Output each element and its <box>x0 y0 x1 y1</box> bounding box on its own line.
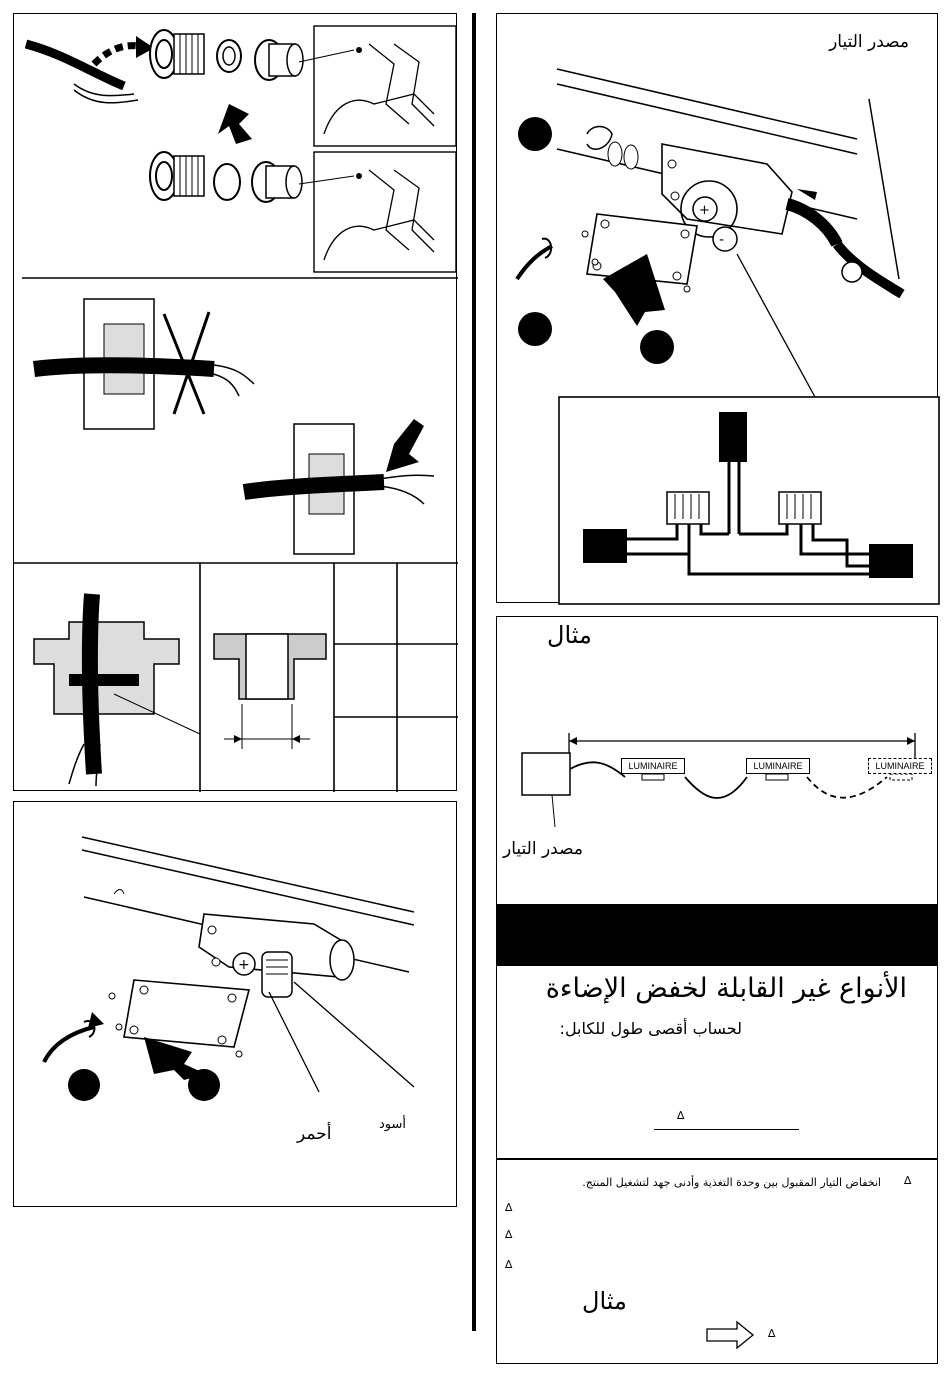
column-divider <box>472 13 476 1331</box>
delta-symbol-note: ∆ <box>904 1174 912 1187</box>
connector-wiring-panel <box>13 801 457 1207</box>
non-dimmable-title: الأنواع غير القابلة لخفض الإضاءة <box>545 973 907 1004</box>
minus-sign-top: - <box>719 232 725 248</box>
example-heading: مثال <box>547 621 592 649</box>
cable-gland-assembly-panel <box>13 13 457 791</box>
black-label: أسود <box>379 1117 407 1132</box>
cable-length-panel <box>496 616 938 1364</box>
delta-symbol-2: ∆ <box>505 1228 513 1241</box>
delta-symbol-formula: ∆ <box>677 1109 685 1122</box>
cable-length-text: لحساب أقصى طول للكابل: <box>559 1019 742 1038</box>
connector-illustration <box>14 802 458 1208</box>
power-source-label-example: مصدر التيار <box>503 839 583 859</box>
gland-illustrations <box>14 14 458 792</box>
luminaire-1: LUMINAIRE <box>621 758 685 774</box>
power-source-label-top: مصدر التيار <box>829 32 909 52</box>
delta-symbol-1: ∆ <box>505 1201 513 1214</box>
red-label: أحمر <box>297 1124 332 1144</box>
delta-symbol-3: ∆ <box>505 1258 513 1271</box>
plus-sign-top: + <box>699 203 710 218</box>
plus-sign: + <box>238 957 250 973</box>
luminaire-3: LUMINAIRE <box>868 758 932 774</box>
power-connection-panel <box>496 13 938 603</box>
delta-symbol-example: ∆ <box>768 1327 776 1340</box>
luminaire-2: LUMINAIRE <box>746 758 810 774</box>
arrow-icon <box>497 617 939 1365</box>
example-heading-bottom: مثال <box>582 1287 627 1315</box>
voltage-drop-note: انخفاض التيار المقبول بين وحدة التغذية وأدنى جهد لتشغيل المنتج. <box>582 1176 881 1189</box>
power-connection-illustration <box>497 14 939 604</box>
